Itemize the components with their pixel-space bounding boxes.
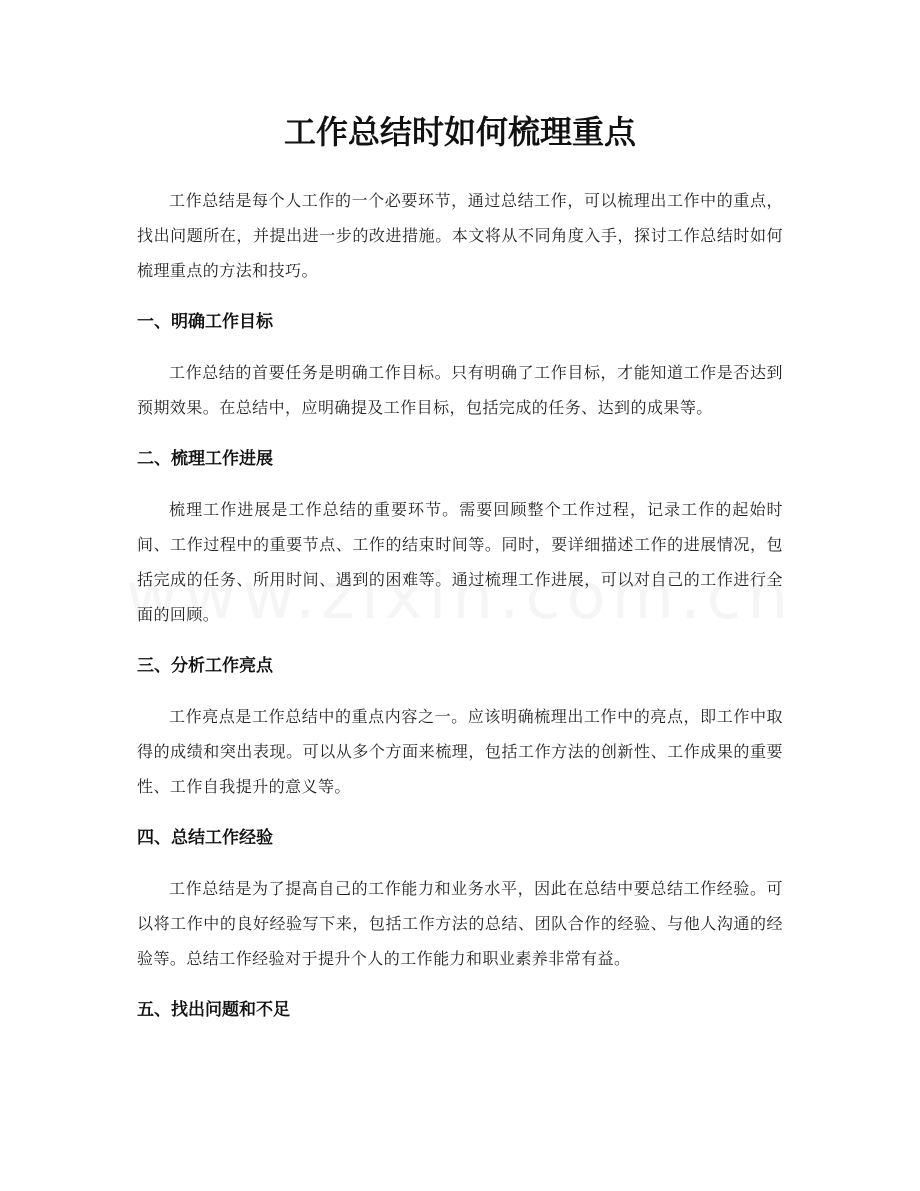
page-title: 工作总结时如何梳理重点 (283, 113, 636, 151)
intro-paragraph: 工作总结是每个人工作的一个必要环节，通过总结工作，可以梳理出工作中的重点，找出问题所在，并提出进一步的改进措施。本文将从不同角度入手，探讨工作总结时如何梳理重点的方法和技巧。 (137, 191, 783, 280)
section-heading-1: 一、明确工作目标 (137, 312, 273, 332)
section-heading-4: 四、总结工作经验 (137, 828, 273, 848)
section-heading-5: 五、找出问题和不足 (137, 1000, 290, 1020)
document-body (137, 183, 783, 1028)
section-heading-3: 三、分析工作亮点 (137, 656, 273, 676)
section-paragraph-3: 工作亮点是工作总结中的重点内容之一。应该明确梳理出工作中的亮点，即工作中取得的成绩和突出表现。可以从多个方面来梳理，包括工作方法的创新性、工作成果的重要性、工作自我提升的意义等。 (137, 707, 783, 796)
section-paragraph-2: 梳理工作进展是工作总结的重要环节。需要回顾整个工作过程，记录工作的起始时间、工作过程中的重要节点、工作的结束时间等。同时，要详细描述工作的进展情况，包括完成的任务、所用时间、遇到的困难等。通过梳理工作进展，可以对自己的工作进行全面的回顾。 (137, 500, 783, 624)
section-heading-2: 二、梳理工作进展 (137, 449, 273, 469)
section-paragraph-1: 工作总结的首要任务是明确工作目标。只有明确了工作目标，才能知道工作是否达到预期效果。在总结中，应明确提及工作目标，包括完成的任务、达到的成果等。 (137, 363, 783, 417)
section-paragraph-4: 工作总结是为了提高自己的工作能力和业务水平，因此在总结中要总结工作经验。可以将工作中的良好经验写下来，包括工作方法的总结、团队合作的经验、与他人沟通的经验等。总结工作经验对于提升个人的工作能力和职业素养非常有益。 (137, 879, 783, 968)
